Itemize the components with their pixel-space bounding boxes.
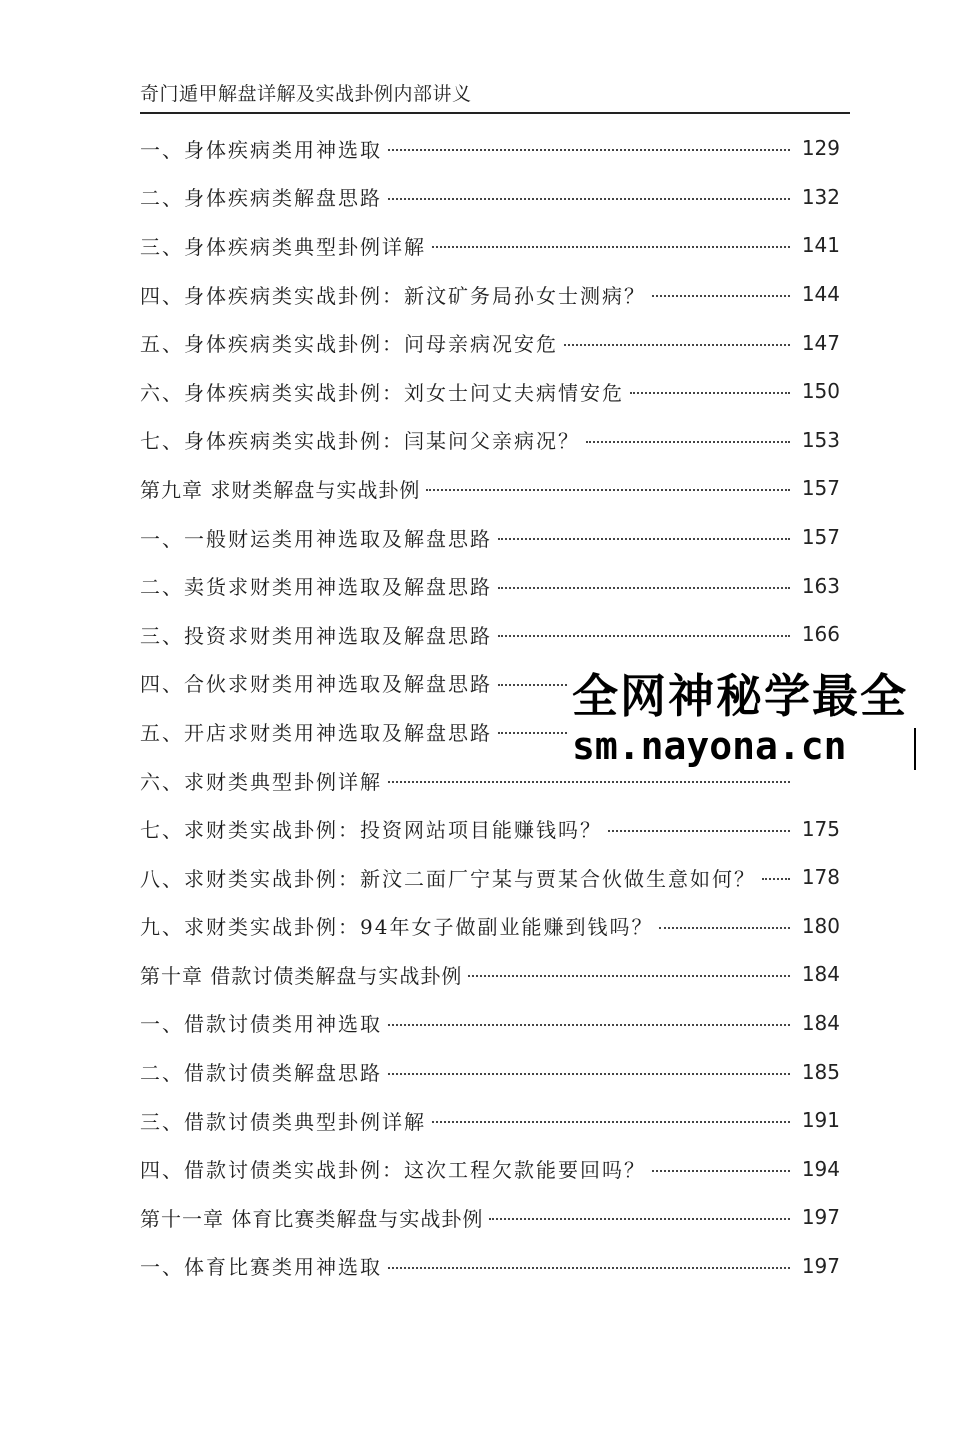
toc-entry-title: 二、卖货求财类用神选取及解盘思路 xyxy=(140,575,492,600)
toc-entry[interactable] xyxy=(140,1096,840,1145)
toc-entry-title: 五、开店求财类用神选取及解盘思路 xyxy=(140,720,492,745)
toc-chapter-entry[interactable] xyxy=(140,464,840,513)
toc-page-number: 144 xyxy=(801,282,840,307)
toc-entry[interactable] xyxy=(140,1047,840,1096)
toc-entry-title: 一、借款讨债类用神选取 xyxy=(140,1012,382,1037)
dot-leader xyxy=(426,489,790,491)
dot-leader xyxy=(468,975,790,977)
dot-leader xyxy=(388,781,790,783)
toc-entry[interactable] xyxy=(140,221,840,270)
dot-leader xyxy=(498,635,790,637)
toc-page-number: 185 xyxy=(801,1059,840,1084)
toc-page-number: 194 xyxy=(801,1156,840,1181)
toc-page-number: 163 xyxy=(801,573,840,598)
toc-page-number: 153 xyxy=(801,427,840,452)
toc-entry-title: 四、合伙求财类用神选取及解盘思路 xyxy=(140,672,492,697)
toc-entry-title: 一、体育比赛类用神选取 xyxy=(140,1255,382,1280)
toc-entry[interactable] xyxy=(140,610,840,659)
watermark-overlay xyxy=(568,658,975,774)
toc-entry-title: 第十一章 体育比赛类解盘与实战卦例 xyxy=(140,1206,484,1231)
toc-page-number: 129 xyxy=(801,136,840,161)
toc-entry[interactable] xyxy=(140,270,840,319)
toc-entry-title: 四、身体疾病类实战卦例：新汶矿务局孙女士测病？ xyxy=(140,283,646,308)
toc-page-number: 157 xyxy=(801,476,840,501)
toc-page-number: 141 xyxy=(801,233,840,258)
toc-entry[interactable] xyxy=(140,1242,840,1291)
toc-entry[interactable] xyxy=(140,561,840,610)
toc-chapter-entry[interactable] xyxy=(140,1193,840,1242)
text-cursor xyxy=(914,728,916,770)
toc-entry-title: 第九章 求财类解盘与实战卦例 xyxy=(140,477,421,502)
dot-leader xyxy=(762,878,790,880)
toc-page-number: 178 xyxy=(801,865,840,890)
dot-leader xyxy=(652,1170,790,1172)
dot-leader xyxy=(498,538,790,540)
toc-entry-title: 八、求财类实战卦例：新汶二面厂宁某与贾某合伙做生意如何？ xyxy=(140,866,756,891)
toc-entry-title: 三、身体疾病类典型卦例详解 xyxy=(140,234,426,259)
toc-entry-title: 第十章 借款讨债类解盘与实战卦例 xyxy=(140,963,463,988)
toc-page-number: 147 xyxy=(801,330,840,355)
toc-entry-title: 六、身体疾病类实战卦例：刘女士问丈夫病情安危 xyxy=(140,380,624,405)
toc-entry-title: 七、身体疾病类实战卦例：闫某问父亲病况？ xyxy=(140,429,580,454)
toc-entry[interactable] xyxy=(140,804,840,853)
toc-page-number: 191 xyxy=(801,1108,840,1133)
dot-leader xyxy=(388,149,790,151)
toc-entry-title: 五、身体疾病类实战卦例：问母亲病况安危 xyxy=(140,332,558,357)
watermark-slogan: 全网神秘学最全 xyxy=(572,669,908,723)
dot-leader xyxy=(608,830,790,832)
toc-page-number: 184 xyxy=(801,962,840,987)
toc-entry-title: 四、借款讨债类实战卦例：这次工程欠款能要回吗？ xyxy=(140,1158,646,1183)
toc-page-number: 132 xyxy=(801,184,840,209)
toc-entry-title: 二、身体疾病类解盘思路 xyxy=(140,186,382,211)
toc-page-number: 197 xyxy=(801,1253,840,1278)
toc-page-number: 197 xyxy=(801,1205,840,1230)
toc-entry[interactable] xyxy=(140,999,840,1048)
toc-entry-title: 二、借款讨债类解盘思路 xyxy=(140,1061,382,1086)
dot-leader xyxy=(564,344,790,346)
toc-entry-title: 一、一般财运类用神选取及解盘思路 xyxy=(140,526,492,551)
dot-leader xyxy=(388,198,790,200)
dot-leader xyxy=(630,392,790,394)
dot-leader xyxy=(432,1121,790,1123)
dot-leader xyxy=(432,246,790,248)
toc-entry[interactable] xyxy=(140,173,840,222)
toc-entry[interactable] xyxy=(140,367,840,416)
toc-page-number: 175 xyxy=(801,816,840,841)
toc-entry-title: 三、投资求财类用神选取及解盘思路 xyxy=(140,623,492,648)
toc-page-number: 150 xyxy=(801,379,840,404)
book-title: 奇门遁甲解盘详解及实战卦例内部讲义 xyxy=(140,83,472,105)
toc-entry[interactable] xyxy=(140,124,840,173)
toc-page-number: 157 xyxy=(801,525,840,550)
toc-page-number: 166 xyxy=(801,622,840,647)
page-header xyxy=(140,80,850,114)
toc-entry-title: 一、身体疾病类用神选取 xyxy=(140,137,382,162)
toc-entry[interactable] xyxy=(140,416,840,465)
toc-entry-title: 三、借款讨债类典型卦例详解 xyxy=(140,1109,426,1134)
toc-entry[interactable] xyxy=(140,1144,840,1193)
toc-page-number: 184 xyxy=(801,1010,840,1035)
dot-leader xyxy=(489,1218,790,1220)
dot-leader xyxy=(388,1024,790,1026)
dot-leader xyxy=(498,587,790,589)
toc-entry[interactable] xyxy=(140,853,840,902)
toc-entry-title: 九、求财类实战卦例：94年女子做副业能赚到钱吗？ xyxy=(140,915,654,940)
toc-page-number: 180 xyxy=(801,913,840,938)
dot-leader xyxy=(388,1073,790,1075)
toc-chapter-entry[interactable] xyxy=(140,950,840,999)
toc-entry-title: 七、求财类实战卦例：投资网站项目能赚钱吗？ xyxy=(140,818,602,843)
dot-leader xyxy=(652,295,790,297)
dot-leader xyxy=(388,1267,790,1269)
dot-leader xyxy=(586,441,790,443)
toc-entry[interactable] xyxy=(140,513,840,562)
watermark-url[interactable]: sm.nayona.cn xyxy=(572,724,847,768)
toc-entry[interactable] xyxy=(140,902,840,951)
toc-entry[interactable] xyxy=(140,318,840,367)
toc-entry-title: 六、求财类典型卦例详解 xyxy=(140,769,382,794)
dot-leader xyxy=(659,927,790,929)
